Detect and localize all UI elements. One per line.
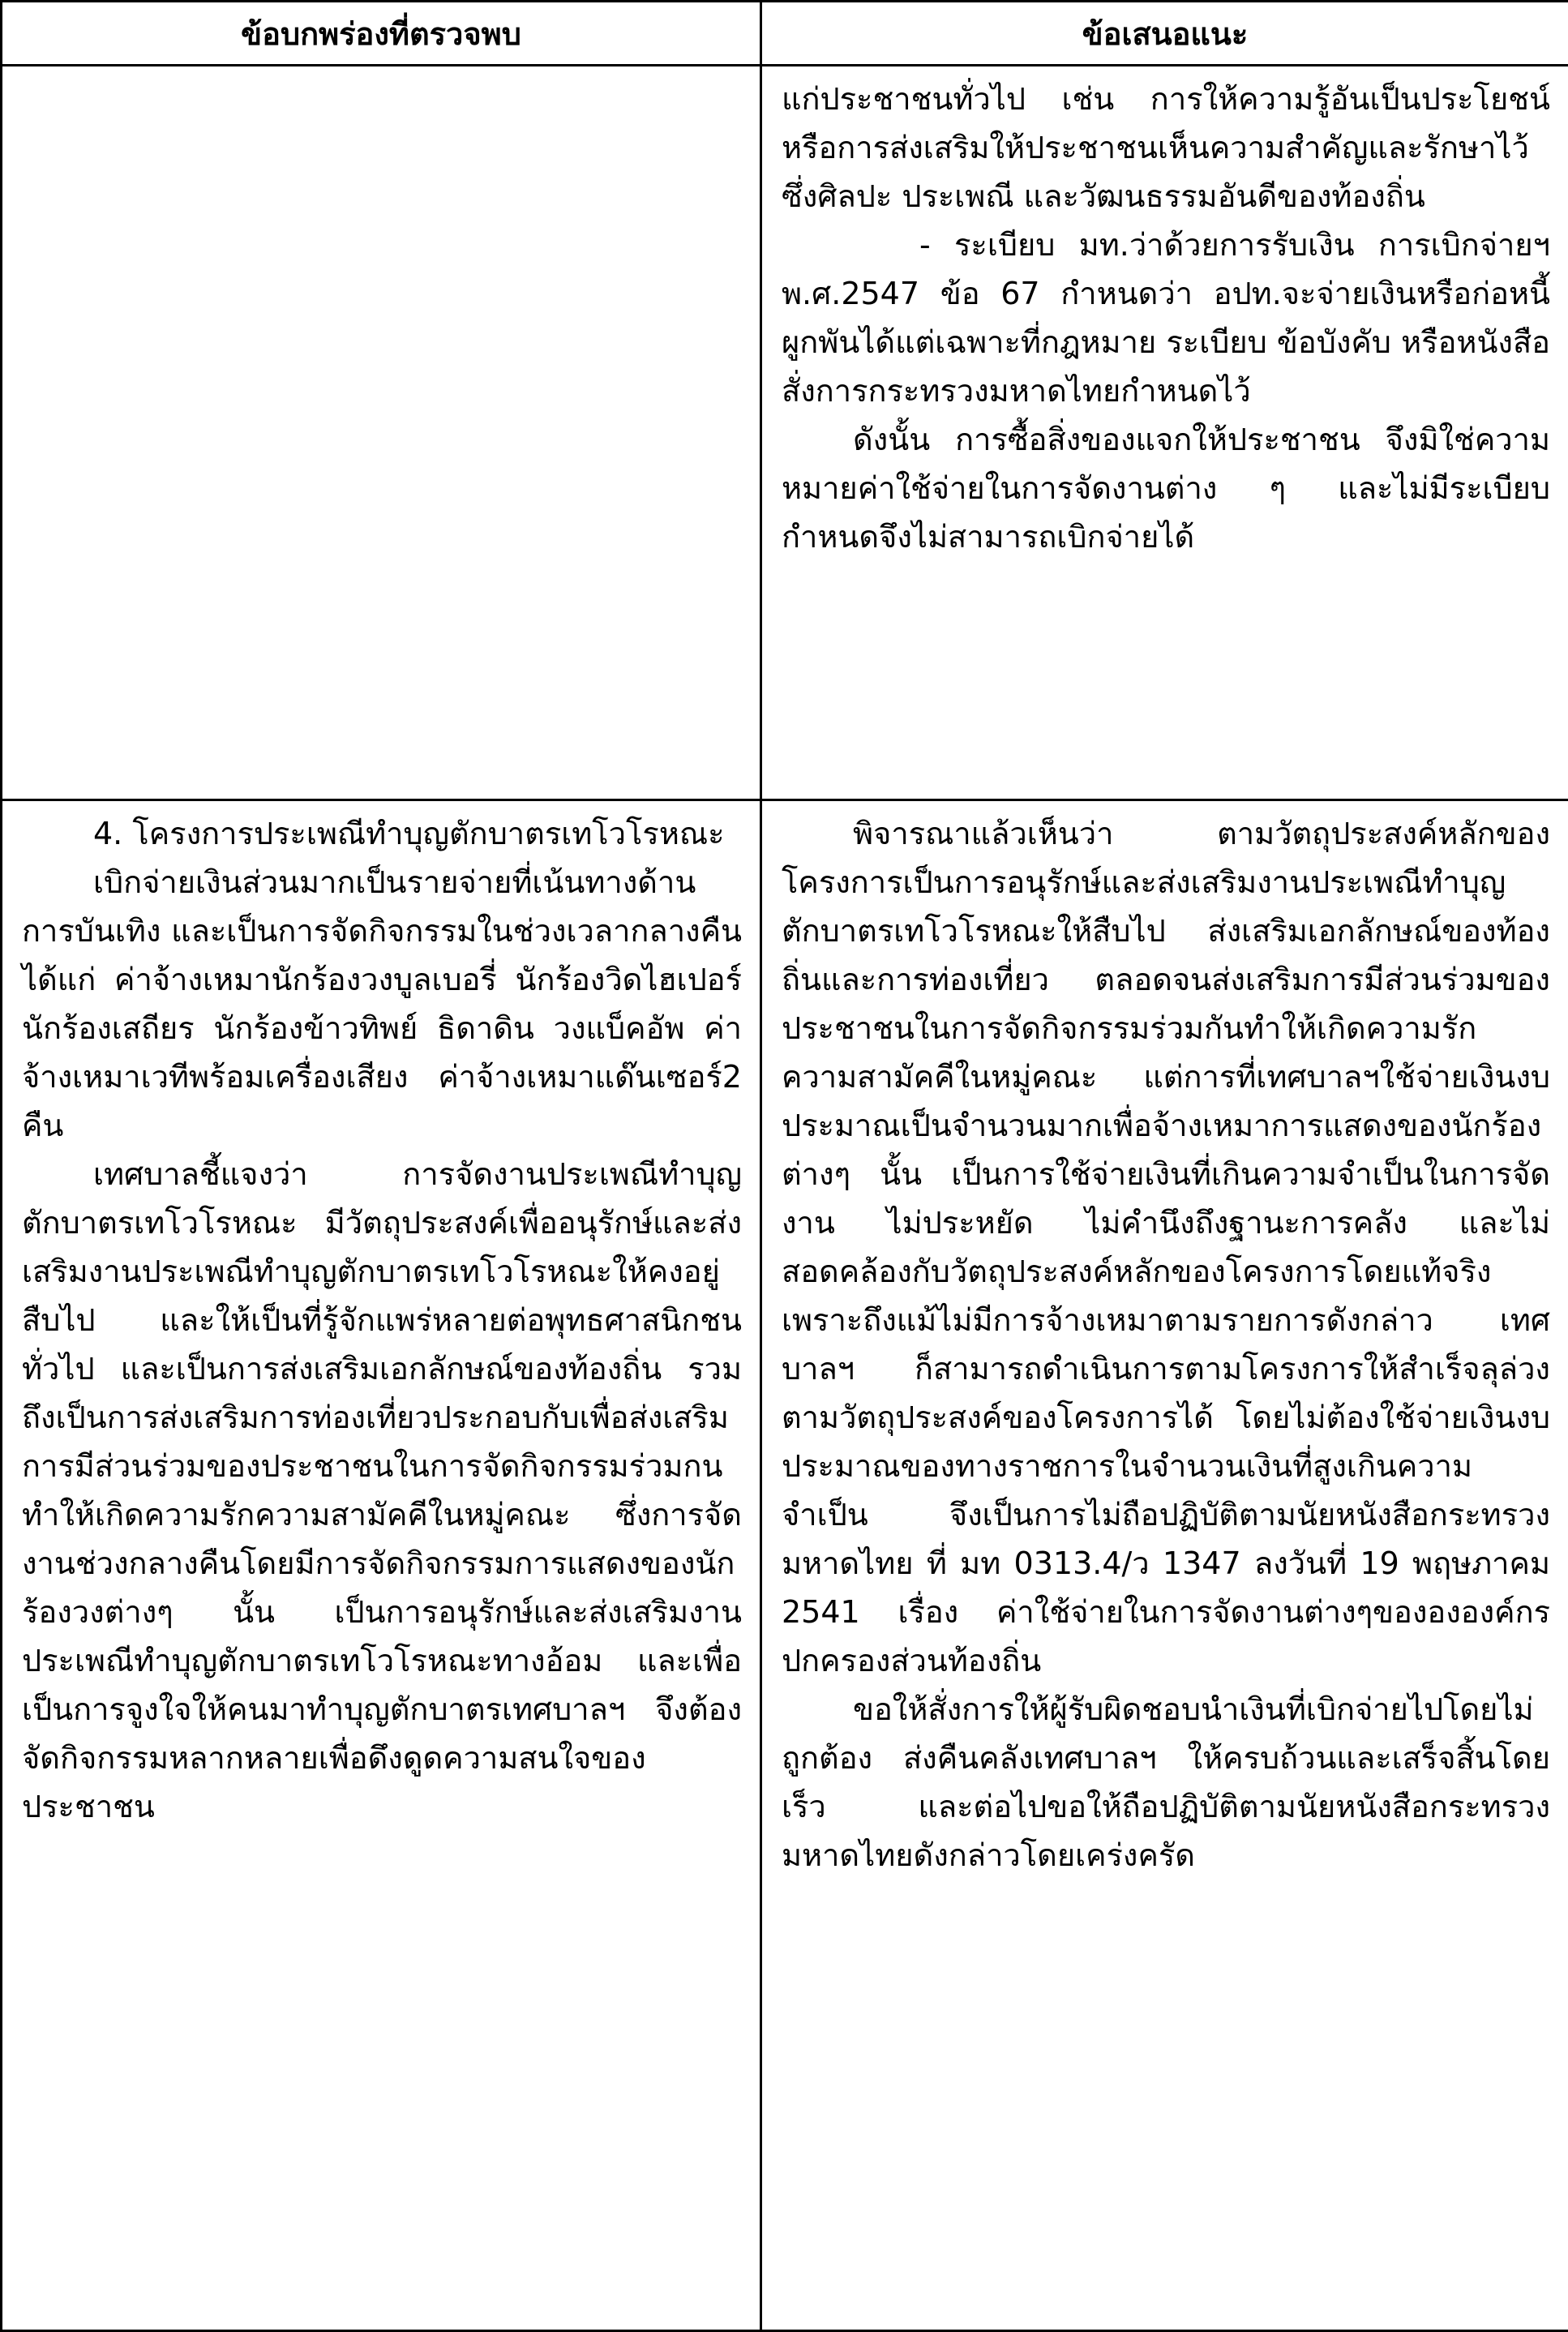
conclusion-paragraph: ดังนั้น การซื้อสิ่งของแจกให้ประชาชน จึงมิใช่ความหมายค่าใช้จ่ายในการจัดงานต่าง ๆ และไม่มีระเบียบกำหนดจึงไม่สามารถเบิกจ่ายได้ xyxy=(782,415,1550,561)
findings-cell xyxy=(2,66,761,800)
instruction-paragraph: ขอให้สั่งการให้ผู้รับผิดชอบนำเงินที่เบิกจ่ายไปโดยไม่ถูกต้อง ส่งคืนคลังเทศบาลฯ ให้ครบถ้วนและเสร็จสิ้นโดยเร็ว และต่อไปขอให้ถือปฏิบัติตามนัยหนังสือกระทรวงมหาดไทยดังกล่าวโดยเคร่งครัด xyxy=(782,1685,1550,1880)
table-row xyxy=(2,800,1568,2331)
recommendations-cell xyxy=(761,66,1568,800)
table-row xyxy=(2,66,1568,800)
municipality-explanation-paragraph: เทศบาลชี้แจงว่า การจัดงานประเพณีทำบุญตักบาตรเทโวโรหณะ มีวัตถุประสงค์เพื่ออนุรักษ์และส่งเสริมงานประเพณีทำบุญตักบาตรเทโวโรหณะให้คงอยู่สืบไป และให้เป็นที่รู้จักแพร่หลายต่อพุทธศาสนิกชนทั่วไป และเป็นการส่งเสริมเอกลักษณ์ของท้องถิ่น รวมถึงเป็นการส่งเสริมการท่องเที่ยวประกอบกับเพื่อส่งเสริมการมีส่วนร่วมของประชาชนในการจัดกิจกรรมร่วมกน ทำให้เกิดความรักความสามัคคีในหมู่คณะ ซึ่งการจัดงานช่วงกลางคืนโดยมีการจัดกิจกรรมการแสดงของนักร้องวงต่างๆ นั้น เป็นการอนุรักษ์และส่งเสริมงานประเพณีทำบุญตักบาตรเทโวโรหณะทางอ้อม และเพื่อเป็นการจูงใจให้คนมาทำบุญตักบาตรเทศบาลฯ จึงต้องจัดกิจกรรมหลากหลายเพื่อดึงดูดความสนใจของประชาชน xyxy=(22,1150,742,1831)
recommendation-paragraph: แก่ประชาชนทั่วไป เช่น การให้ความรู้อันเป็นประโยชน์ หรือการส่งเสริมให้ประชาชนเห็นความสำคัญและรักษาไว้ซึ่งศิลปะ ประเพณี และวัฒนธรรมอันดีของท้องถิ่น xyxy=(782,75,1550,221)
table-header-row xyxy=(2,2,1568,66)
project-title: 4. โครงการประเพณีทำบุญตักบาตรเทโวโรหณะ xyxy=(22,809,742,858)
findings-cell xyxy=(2,800,761,2331)
finding-paragraph: เบิกจ่ายเงินส่วนมากเป็นรายจ่ายที่เน้นทางด้านการบันเทิง และเป็นการจัดกิจกรรมในช่วงเวลากลางคืน ได้แก่ ค่าจ้างเหมานักร้องวงบูลเบอรี่ นักร้องวิดไฮเปอร์นักร้องเสถียร นักร้องข้าวทิพย์ ธิดาดิน วงแบ็คอัพ ค่าจ้างเหมาเวทีพร้อมเครื่องเสียง ค่าจ้างเหมาแด๊นเซอร์2 คืน xyxy=(22,858,742,1150)
recommendations-column-header: ข้อเสนอแนะ xyxy=(761,2,1568,66)
recommendations-cell xyxy=(761,800,1568,2331)
consideration-paragraph: พิจารณาแล้วเห็นว่า ตามวัตถุประสงค์หลักของโครงการเป็นการอนุรักษ์และส่งเสริมงานประเพณีทำบุญตักบาตรเทโวโรหณะให้สืบไป ส่งเสริมเอกลักษณ์ของท้องถิ่นและการท่องเที่ยว ตลอดจนส่งเสริมการมีส่วนร่วมของประชาชนในการจัดกิจกรรมร่วมกันทำให้เกิดความรักความสามัคคีในหมู่คณะ แต่การที่เทศบาลฯใช้จ่ายเงินงบประมาณเป็นจำนวนมากเพื่อจ้างเหมาการแสดงของนักร้องต่างๆ นั้น เป็นการใช้จ่ายเงินที่เกินความจำเป็นในการจัดงาน ไม่ประหยัด ไม่คำนึงถึงฐานะการคลัง และไม่สอดคล้องกับวัตถุประสงค์หลักของโครงการโดยแท้จริง เพราะถึงแม้ไม่มีการจ้างเหมาตามรายการดังกล่าว เทศบาลฯ ก็สามารถดำเนินการตามโครงการให้สำเร็จลุล่วงตามวัตถุประสงค์ของโครงการได้ โดยไม่ต้องใช้จ่ายเงินงบประมาณของทางราชการในจำนวนเงินที่สูงเกินความจำเป็น จึงเป็นการไม่ถือปฏิบัติตามนัยหนังสือกระทรวงมหาดไทย ที่ มท 0313.4/ว 1347 ลงวันที่ 19 พฤษภาคม 2541 เรื่อง ค่าใช้จ่ายในการจัดงานต่างๆของององค์กรปกครองส่วนท้องถิ่น xyxy=(782,809,1550,1685)
regulation-paragraph: - ระเบียบ มท.ว่าด้วยการรับเงิน การเบิกจ่ายฯ พ.ศ.2547 ข้อ 67 กำหนดว่า อปท.จะจ่ายเงินหรือก่อหนี้ผูกพันได้แต่เฉพาะที่กฎหมาย ระเบียบ ข้อบังคับ หรือหนังสือสั่งการกระทรวงมหาดไทยกำหนดไว้ xyxy=(782,221,1550,415)
findings-column-header: ข้อบกพร่องที่ตรวจพบ xyxy=(2,2,761,66)
